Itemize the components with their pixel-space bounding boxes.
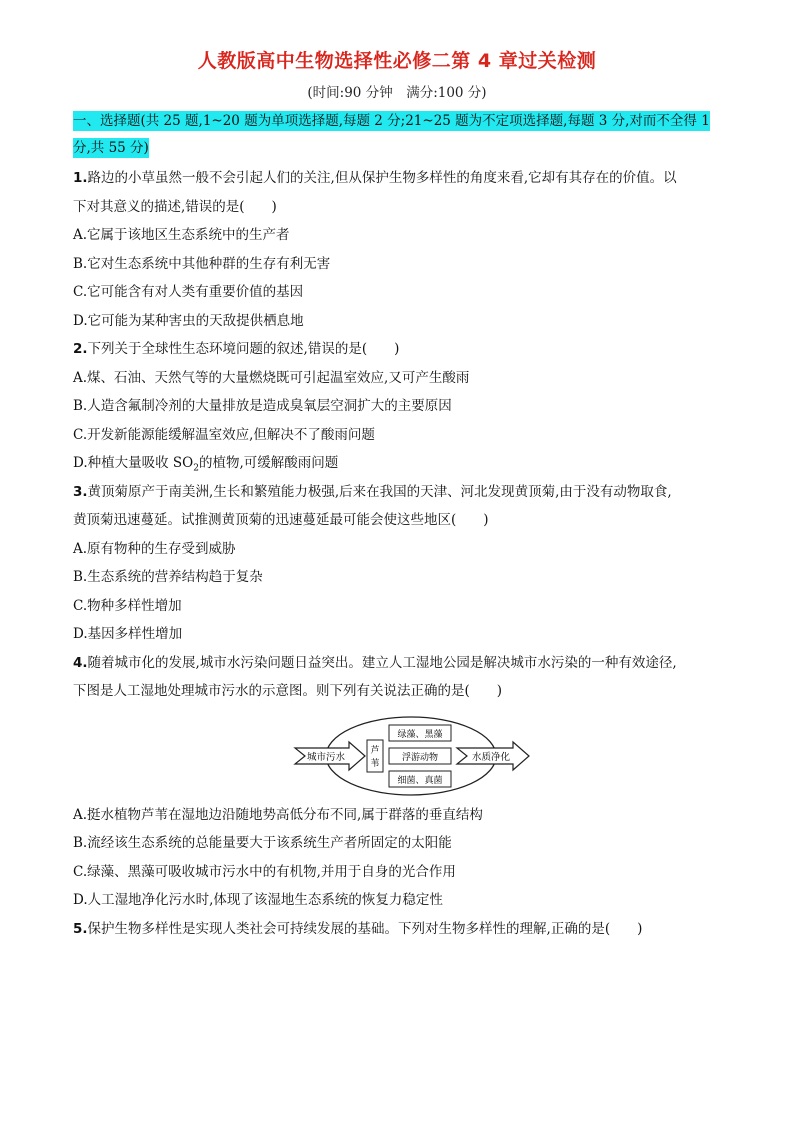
section-heading — [73, 108, 723, 162]
question-stem: 下列关于全球性生态环境问题的叙述,错误的是( ) — [87, 341, 400, 357]
exam-info: (时间:90 分钟 满分:100 分) — [307, 85, 487, 101]
question-stem: 保护生物多样性是实现人类社会可持续发展的基础。下列对生物多样性的理解,正确的是( ) — [87, 920, 643, 937]
page-title: 人教版高中生物选择性必修二第 4 章过关检测 — [197, 50, 597, 72]
option-c: C.开发新能源能缓解温室效应,但解决不了酸雨问题 — [73, 426, 375, 443]
option-d: D.人工湿地净化污水时,体现了该湿地生态系统的恢复力稳定性 — [73, 892, 443, 908]
question-stem-cont: 下对其意义的描述,错误的是( ) — [73, 198, 277, 215]
zooplankton-label: 浮游动物 — [401, 752, 439, 763]
question-1 — [73, 168, 725, 339]
question-number: 3. — [73, 483, 88, 500]
option-b: B.流经该生态系统的总能量要大于该系统生产者所固定的太阳能 — [73, 835, 452, 851]
option-b: B.人造含氟制冷剂的大量排放是造成臭氧层空洞扩大的主要原因 — [73, 398, 452, 414]
question-stem-cont: 黄顶菊迅速蔓延。试推测黄顶菊的迅速蔓延最可能会使这些地区( ) — [73, 512, 489, 528]
question-4 — [73, 653, 725, 919]
reed-label-2: 苇 — [370, 758, 380, 769]
option-a: A.煤、石油、天然气等的大量燃烧既可引起温室效应,又可产生酸雨 — [73, 369, 470, 386]
option-c: C.物种多样性增加 — [73, 597, 182, 614]
input-label: 城市污水 — [306, 751, 346, 763]
option-a: A.它属于该地区生态系统中的生产者 — [73, 227, 290, 243]
subscript: 2 — [193, 463, 199, 474]
question-stem: 路边的小草虽然一般不会引起人们的关注,但从保护生物多样性的角度来看,它却有其存在的价值。以 — [87, 170, 677, 186]
question-number: 4. — [73, 654, 88, 671]
option-d-text-cont: 的植物,可缓解酸雨问题 — [198, 455, 339, 471]
reed-label-1: 芦 — [370, 745, 380, 756]
bacteria-fungi-label: 细菌、真菌 — [397, 775, 443, 786]
question-stem-cont: 下图是人工湿地处理城市污水的示意图。则下列有关说法正确的是( ) — [73, 683, 503, 699]
option-c: C.它可能含有对人类有重要价值的基因 — [73, 284, 304, 300]
question-3 — [73, 482, 725, 653]
question-list — [73, 168, 725, 947]
question-number: 5. — [73, 920, 88, 937]
option-b: B.生态系统的营养结构趋于复杂 — [73, 569, 263, 585]
question-5 — [73, 919, 725, 948]
question-2 — [73, 339, 725, 482]
section-heading-line-2: 分,共 55 分) — [73, 140, 149, 156]
output-label: 水质净化 — [471, 751, 511, 763]
option-d-text: D.种植大量吸收 SO — [73, 455, 194, 471]
question-stem: 黄顶菊原产于南美洲,生长和繁殖能力极强,后来在我国的天津、河北发现黄顶菊,由于没有动物取食, — [87, 483, 672, 500]
option-d: D.基因多样性增加 — [73, 626, 183, 642]
option-b: B.它对生态系统中其他种群的生存有利无害 — [73, 255, 331, 272]
option-a: A.原有物种的生存受到威胁 — [73, 540, 236, 557]
option-a: A.挺水植物芦苇在湿地边沿随地势高低分布不同,属于群落的垂直结构 — [73, 806, 483, 823]
wetland-diagram-svg — [293, 712, 583, 797]
option-d — [73, 453, 725, 482]
wetland-diagram — [73, 710, 725, 805]
option-d: D.它可能为某种害虫的天敌提供栖息地 — [73, 312, 304, 329]
question-number: 2. — [73, 341, 88, 357]
algae-label: 绿藻、黑藻 — [397, 729, 443, 740]
option-c: C.绿藻、黑藻可吸收城市污水中的有机物,并用于自身的光合作用 — [73, 863, 456, 880]
question-number: 1. — [73, 170, 88, 186]
question-stem: 随着城市化的发展,城市水污染问题日益突出。建立人工湿地公园是解决城市水污染的一种有效途径, — [87, 654, 677, 671]
section-heading-line-1: 一、选择题(共 25 题,1~20 题为单项选择题,每题 2 分;21~25 题为不定项选择题,每题 3 分,对而不全得 1 — [73, 113, 710, 129]
